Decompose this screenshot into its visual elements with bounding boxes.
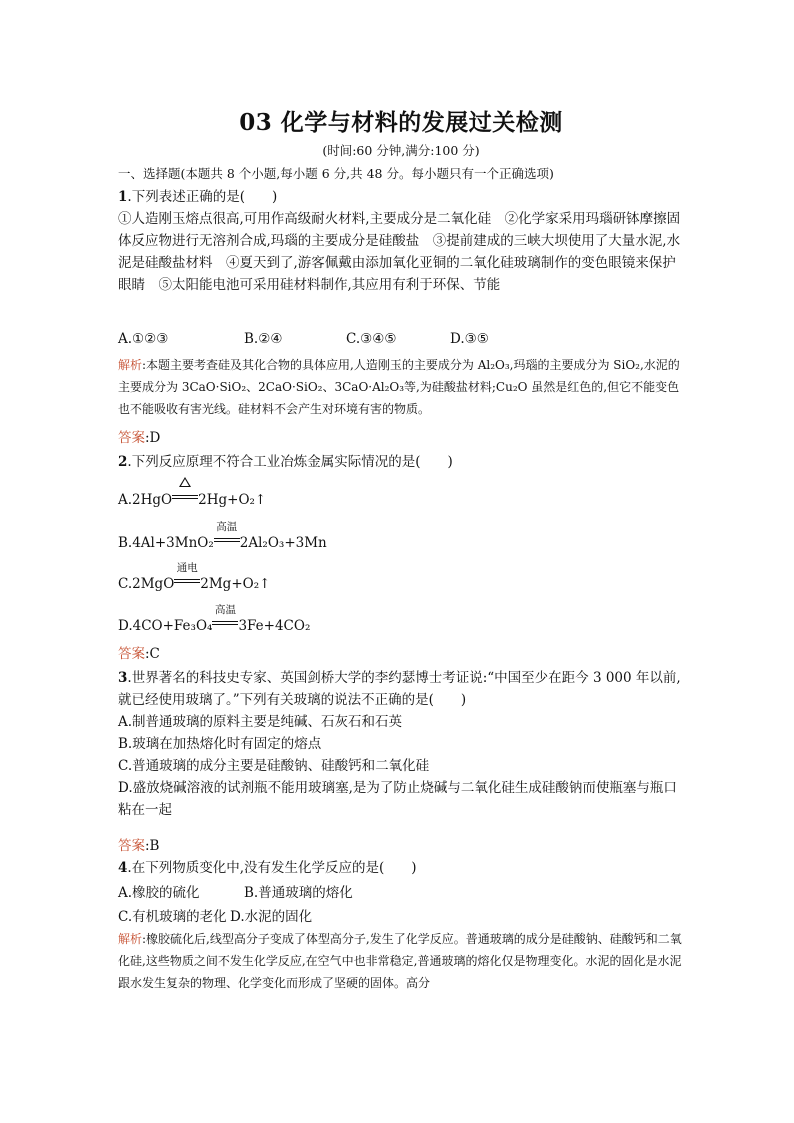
question-stem: .下列反应原理不符合工业冶炼金属实际情况的是( ) — [127, 454, 453, 470]
question-1-options — [118, 331, 489, 347]
equation-c — [118, 562, 271, 592]
explanation-tag: 解析 — [118, 358, 143, 372]
eq-reactants: C.2MgO — [118, 576, 175, 592]
eq-products: 3Fe+4CO₂ — [238, 618, 311, 634]
condition-label: 高温 — [214, 604, 236, 616]
eq-reactants: B.4Al+3MnO₂ — [118, 535, 214, 551]
option-c: C.有机玻璃的老化 — [118, 909, 227, 925]
question-3 — [118, 667, 684, 821]
equation-b — [118, 521, 327, 551]
condition-label: 通电 — [176, 562, 198, 574]
equation-d — [118, 604, 311, 634]
option-d: D.盛放烧碱溶液的试剂瓶不能用玻璃塞,是为了防止烧碱与二氧化硅生成硅酸钠而使瓶塞与瓶口粘在一起 — [118, 780, 677, 818]
answer-value: :D — [145, 430, 161, 446]
question-number: 1 — [118, 189, 128, 205]
explanation-text: :橡胶硫化后,线型高分子变成了体型高分子,发生了化学反应。普通玻璃的成分是硅酸钠、硅酸钙和二氧化硅,这些物质之间不发生化学反应,在空气中也非常稳定,普通玻璃的熔化仅是物理变化。水泥的固化是水泥跟水发生复杂的物理、化学变化而形成了坚硬的固体。高分 — [118, 932, 682, 990]
option-b: B.②④ — [244, 331, 283, 347]
option-b: B.玻璃在加热熔化时有固定的熔点 — [118, 736, 322, 752]
question-body: ①人造刚玉熔点很高,可用作高级耐火材料,主要成分是二氧化硅 ②化学家采用玛瑙研钵摩擦固体反应物进行无溶剂合成,玛瑙的主要成分是硅酸盐 ③提前建成的三峡大坝使用了大量水泥,水泥是硅酸盐材料 ④夏天到了,游客佩戴由添加氧化亚铜的二氧化硅玻璃制作的变色眼镜来保护眼睛 ⑤太阳能电池可采用硅材料制作,其应用有利于环保、节能 — [118, 211, 681, 293]
option-a: A.制普通玻璃的原料主要是纯碱、石灰石和石英 — [118, 714, 403, 730]
question-stem: .世界著名的科技史专家、英国剑桥大学的李约瑟博士考证说:“中国至少在距今 3 000 年以前,就已经使用玻璃了。”下列有关玻璃的说法不正确的是( ) — [118, 670, 681, 708]
page-title: 03 化学与材料的发展过关检测 — [239, 109, 563, 136]
reaction-condition — [174, 562, 200, 588]
explanation-text: :本题主要考查硅及其化合物的具体应用,人造刚玉的主要成分为 Al₂O₃,玛瑙的主要成分为 SiO₂,水泥的主要成分为 3CaO·SiO₂、2CaO·SiO₂、3CaO·Al₂O₃等,为硅酸盐材料;Cu₂O 虽然是红色的,但它不能变色也不能吸收有害光线。硅材料不会产生对环境有害的物质。 — [118, 358, 680, 416]
triangle-icon — [179, 477, 191, 487]
option-a: A.①②③ — [118, 331, 169, 347]
explanation-4 — [118, 928, 684, 994]
question-2 — [118, 451, 684, 473]
eq-products: 2Hg+O₂↑ — [198, 492, 267, 508]
question-4-options-row2 — [118, 905, 312, 925]
option-c: C.③④⑤ — [346, 331, 397, 347]
section-heading: 一、选择题(本题共 8 个小题,每小题 6 分,共 48 分。每小题只有一个正确选项) — [118, 166, 554, 181]
question-4 — [118, 857, 684, 879]
question-stem: .下列表述正确的是( ) — [127, 189, 278, 205]
question-4-options-row1 — [118, 881, 353, 901]
eq-reactants: D.4CO+Fe₃O₄ — [118, 618, 213, 634]
answer-tag: 答案 — [118, 646, 145, 662]
question-1 — [118, 186, 684, 296]
option-a: A.橡胶的硫化 — [118, 885, 200, 901]
answer-3 — [118, 834, 159, 854]
reaction-condition — [212, 604, 238, 630]
answer-tag: 答案 — [118, 838, 145, 854]
condition-label: 高温 — [216, 521, 238, 533]
option-d: D.③⑤ — [450, 331, 489, 347]
answer-1 — [118, 426, 160, 446]
heat-condition — [172, 490, 198, 504]
option-c: C.普通玻璃的成分主要是硅酸钠、硅酸钙和二氧化硅 — [118, 758, 430, 774]
eq-reactants: A.2HgO — [118, 492, 173, 508]
answer-tag: 答案 — [118, 430, 145, 446]
answer-value: :C — [145, 646, 160, 662]
eq-products: 2Mg+O₂↑ — [200, 576, 271, 592]
explanation-1 — [118, 354, 684, 420]
equation-a — [118, 490, 266, 508]
question-number: 2 — [118, 454, 128, 470]
question-stem: .在下列物质变化中,没有发生化学反应的是( ) — [127, 860, 417, 876]
explanation-tag: 解析 — [118, 932, 143, 946]
option-d: D.水泥的固化 — [230, 909, 313, 925]
answer-value: :B — [145, 838, 160, 854]
answer-2 — [118, 642, 160, 662]
exam-meta: (时间:60 分钟,满分:100 分) — [322, 143, 480, 158]
question-number: 3 — [118, 670, 128, 686]
option-b: B.普通玻璃的熔化 — [244, 885, 353, 901]
question-number: 4 — [118, 860, 128, 876]
eq-products: 2Al₂O₃+3Mn — [239, 535, 327, 551]
reaction-condition — [214, 521, 240, 547]
